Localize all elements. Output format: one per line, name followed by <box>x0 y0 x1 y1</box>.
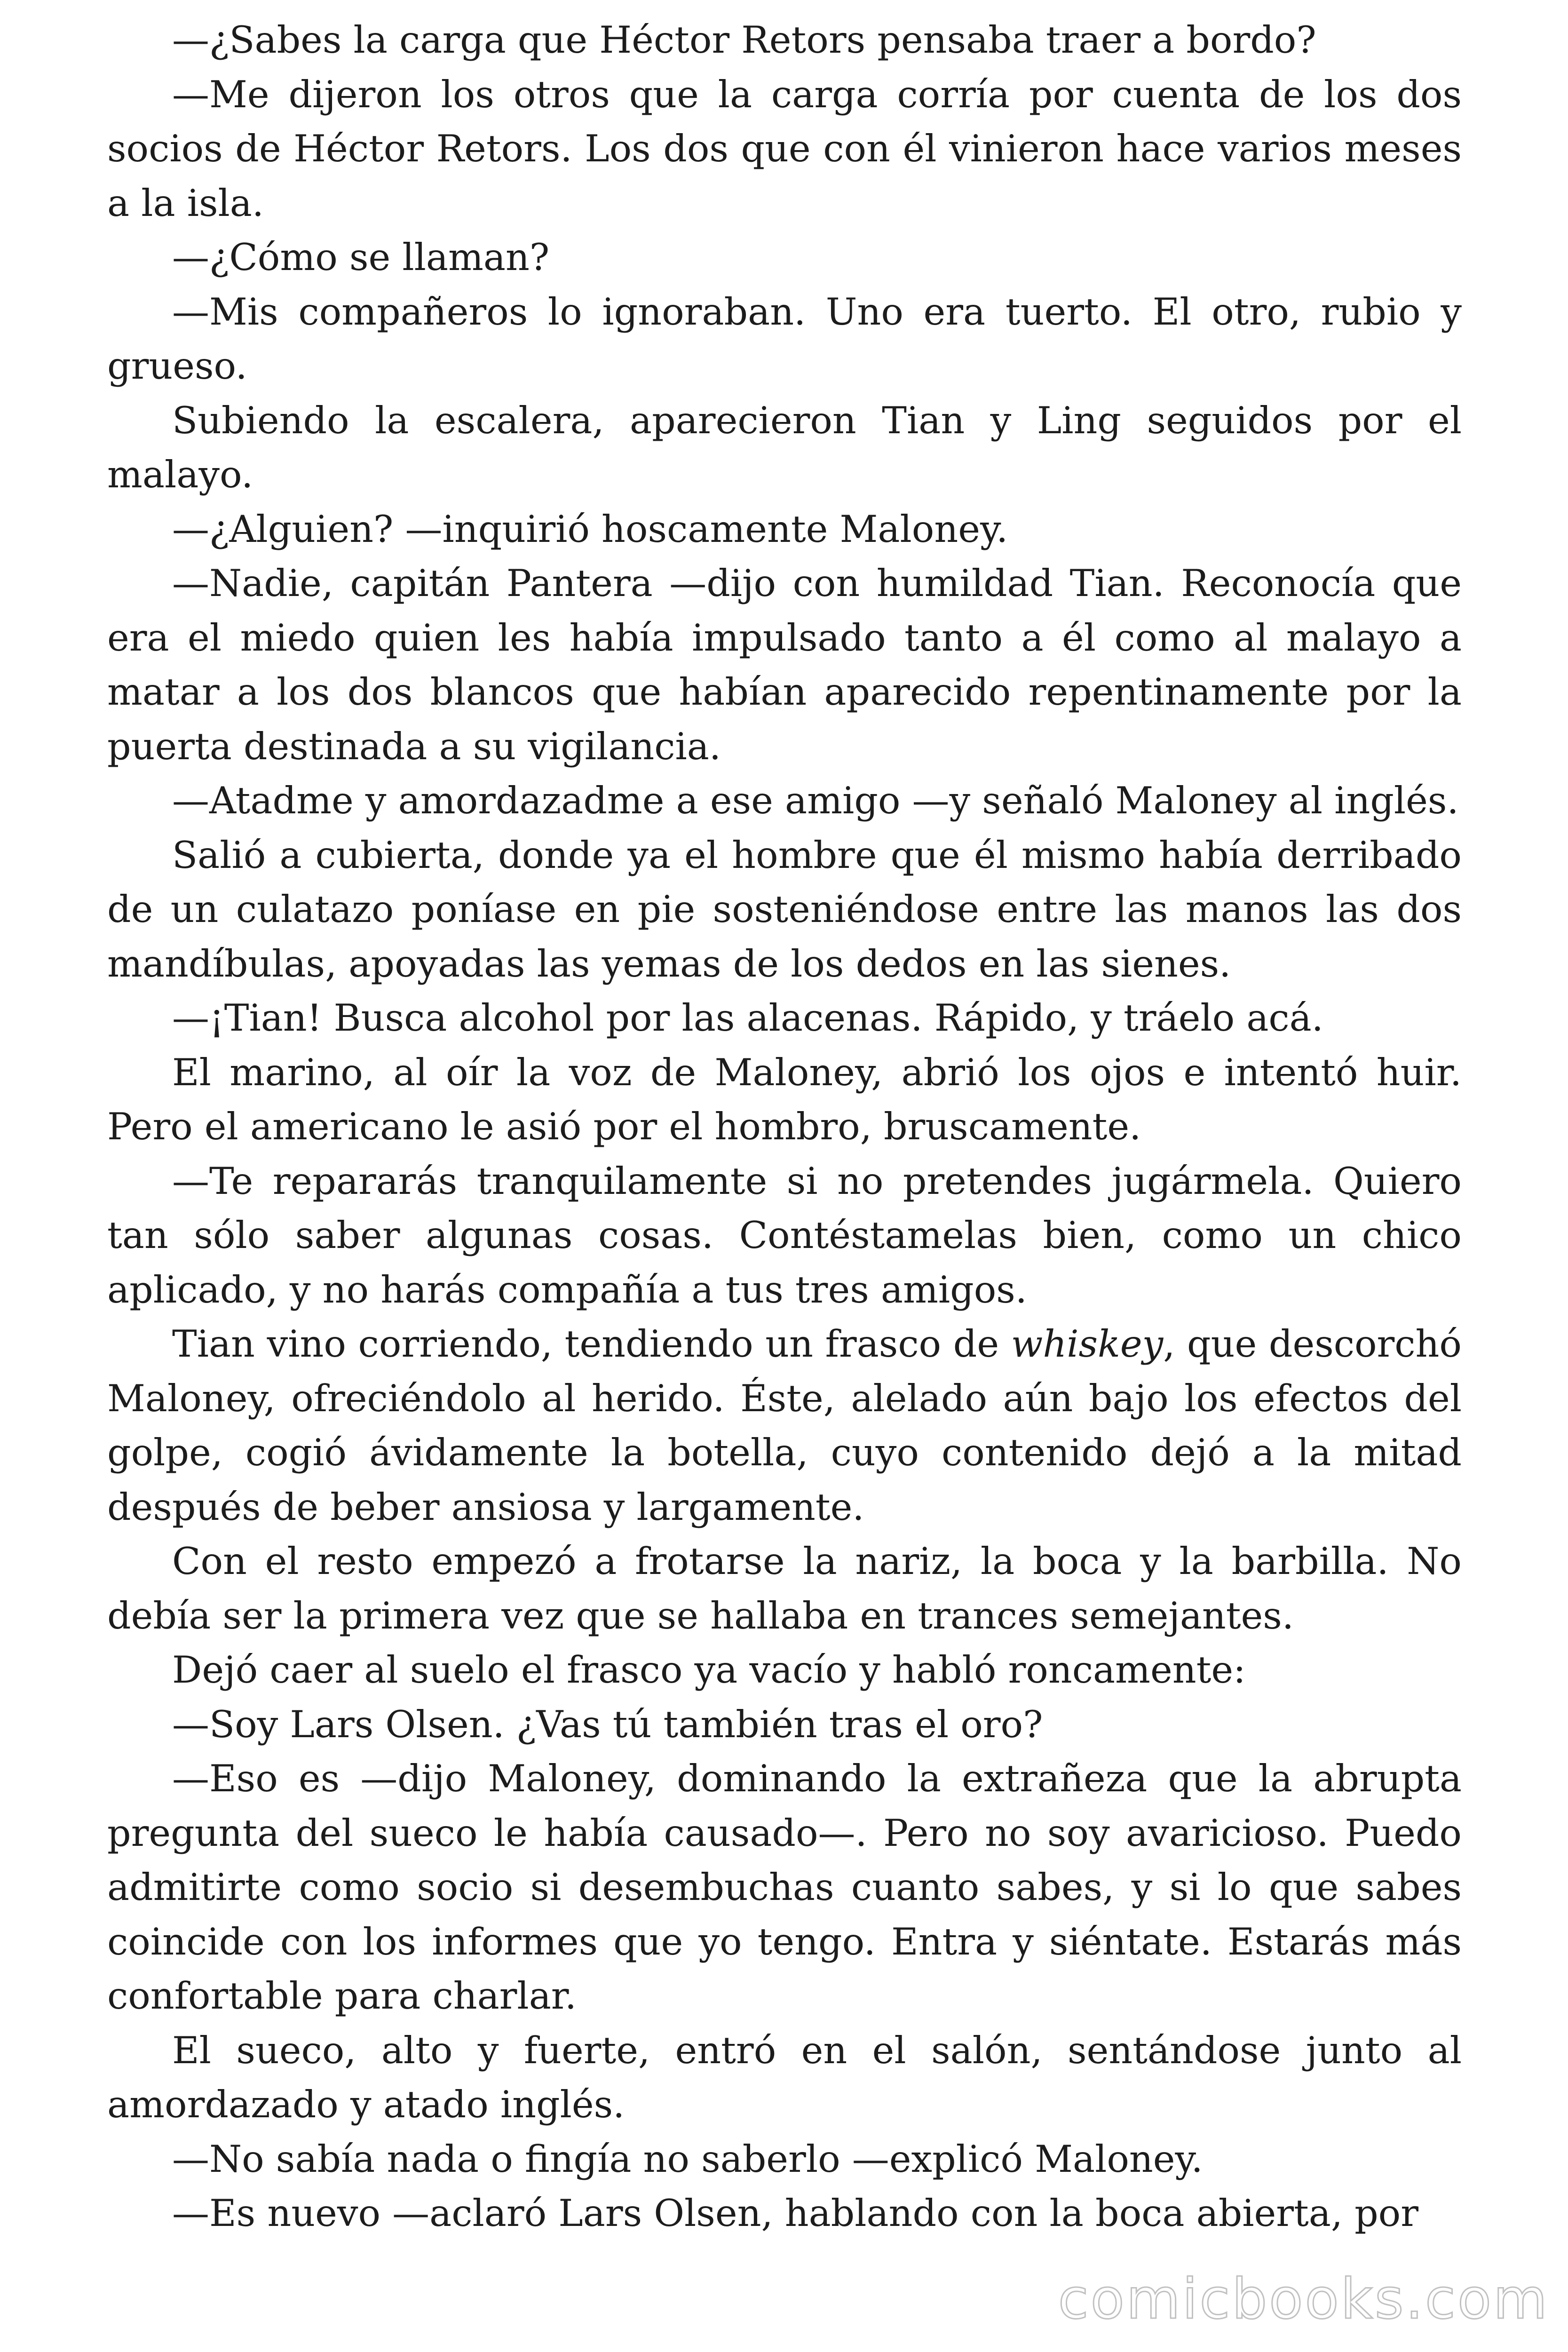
paragraph: —Te repararás tranquilamente si no pretendes jugármela. Quiero tan sólo saber algunas cosas. Contéstamelas bien, como un chico aplicado, y no harás compañía a tus tres amigos. <box>107 1159 1462 1311</box>
paragraph: El marino, al oír la voz de Maloney, abrió los ojos e intentó huir. Pero el americano le asió por el hombro, bruscamente. <box>107 1050 1462 1148</box>
paragraph: —Nadie, capitán Pantera —dijo con humildad Tian. Reconocía que era el miedo quien les había impulsado tanto a él como al malayo a matar a los dos blancos que habían aparecido repentinamente por la puerta destinada a su vigilancia. <box>107 562 1462 768</box>
book-page-text <box>107 13 1462 2241</box>
paragraph: Subiendo la escalera, aparecieron Tian y Ling seguidos por el malayo. <box>107 398 1462 496</box>
paragraph: —¿Alguien? —inquirió hoscamente Maloney. <box>172 507 1008 551</box>
paragraph <box>107 1317 1462 1534</box>
paragraph-text: Tian vino corriendo, tendiendo un frasco de <box>172 1322 1011 1366</box>
paragraph: —Es nuevo —aclaró Lars Olsen, hablando con la boca abierta, por <box>172 2192 1419 2235</box>
italic-word: whiskey <box>1011 1322 1164 1366</box>
paragraph: —Eso es —dijo Maloney, dominando la extrañeza que la abrupta pregunta del sueco le había causado—. Pero no soy avaricioso. Puedo admitirte como socio si desembuchas cuanto sabes, y si lo que sabes coincide con los informes que yo tengo. Entra y siéntate. Estarás más confortable para charlar. <box>107 1757 1462 2018</box>
paragraph: Dejó caer al suelo el frasco ya vacío y habló roncamente: <box>172 1648 1246 1692</box>
paragraph: —¿Sabes la carga que Héctor Retors pensaba traer a bordo? <box>172 18 1316 62</box>
paragraph: —Soy Lars Olsen. ¿Vas tú también tras el oro? <box>172 1702 1043 1746</box>
watermark: comicbooks.com <box>1058 2266 1549 2331</box>
paragraph: —¿Cómo se llaman? <box>172 236 550 279</box>
paragraph-text: , que descorchó Maloney, ofreciéndolo al herido. Éste, alelado aún bajo los efectos del golpe, cogió ávidamente la botella, cuyo contenido dejó a la mitad después de beber ansiosa y largamente. <box>107 1322 1462 1529</box>
paragraph: —Mis compañeros lo ignoraban. Uno era tuerto. El otro, rubio y grueso. <box>107 290 1462 388</box>
paragraph: Con el resto empezó a frotarse la nariz, la boca y la barbilla. No debía ser la primera vez que se hallaba en trances semejantes. <box>107 1540 1462 1637</box>
paragraph: —No sabía nada o fingía no saberlo —explicó Maloney. <box>172 2137 1203 2181</box>
paragraph: El sueco, alto y fuerte, entró en el salón, sentándose junto al amordazado y atado inglés. <box>107 2028 1462 2126</box>
paragraph: Salió a cubierta, donde ya el hombre que él mismo había derribado de un culatazo poníase en pie sosteniéndose entre las manos las dos mandíbulas, apoyadas las yemas de los dedos en las sienes. <box>107 833 1462 985</box>
paragraph: —Me dijeron los otros que la carga corría por cuenta de los dos socios de Héctor Retors. Los dos que con él vinieron hace varios meses a la isla. <box>107 72 1462 225</box>
paragraph: —Atadme y amordazadme a ese amigo —y señaló Maloney al inglés. <box>172 779 1459 822</box>
paragraph: —¡Tian! Busca alcohol por las alacenas. Rápido, y tráelo acá. <box>172 996 1323 1040</box>
